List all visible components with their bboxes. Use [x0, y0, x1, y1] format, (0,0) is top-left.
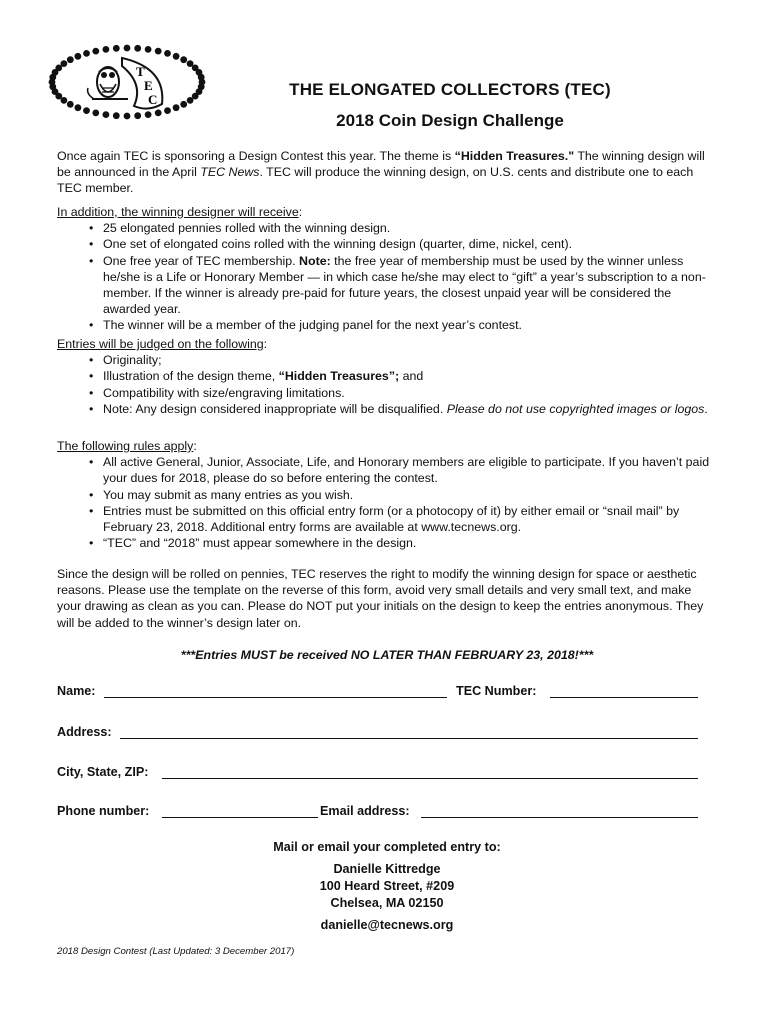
judging-heading: Entries will be judged on the following	[57, 337, 264, 351]
logo-dot	[75, 53, 82, 60]
list-item: • Entries must be submitted on this official entry form (or a photocopy of it) by either email or “snail mail” by February 23, 2018. Additional entry forms are available at www.tecnews.org.	[103, 503, 717, 535]
footer-note: 2018 Design Contest (Last Updated: 3 December 2017)	[57, 946, 295, 957]
logo-dot	[134, 45, 141, 52]
intro-paragraph: Once again TEC is sponsoring a Design Contest this year. The theme is “Hidden Treasures." The winning design will be announced in the April TEC News. TEC will produce the winning design, on U.S. cents and distribute one to each TEC member.	[57, 149, 705, 196]
logo-dot	[145, 111, 152, 118]
list-item: • “TEC” and “2018” must appear somewhere in the design.	[103, 535, 717, 551]
logo-dot	[180, 101, 187, 108]
mail-heading: Mail or email your completed entry to:	[273, 840, 501, 854]
list-item: • The winner will be a member of the judging panel for the next year’s contest.	[103, 317, 717, 333]
phone-label: Phone number:	[57, 804, 150, 818]
logo-dot	[67, 56, 74, 63]
logo-dot	[164, 50, 171, 57]
email-label: Email address:	[320, 804, 410, 818]
city-state-zip-label: City, State, ZIP:	[57, 765, 149, 779]
publication-name: TEC News	[200, 165, 260, 180]
prizes-section: In addition, the winning designer will receive: • 25 elongated pennies rolled with the winning design. • One set of elongated coins rolled with the winning design (quarter, dime, nickel, cent). • One free year of TEC membership. Note: the free year of membership must be used by the winner unless he/she is a Life or Honorary Member — in which case he/she may elect to “gift” a year’s subscription to a non-member. If the winner is already pre-paid for future years, the closest unpaid year will be considered the awarded year. • The winner will be a member of the judging panel for the next year’s contest.	[57, 204, 717, 334]
mail-city: Chelsea, MA 02150	[330, 896, 444, 910]
logo-dot	[145, 46, 152, 53]
mail-email: danielle@tecnews.org	[320, 918, 454, 932]
logo-dot	[164, 107, 171, 114]
logo-dot	[92, 110, 99, 117]
logo-dot	[134, 112, 141, 119]
mail-street: 100 Heard Street, #209	[319, 879, 455, 893]
logo-dot	[155, 48, 162, 55]
logo-letter-c: C	[148, 92, 158, 107]
logo-dot	[61, 60, 68, 67]
judging-section: Entries will be judged on the following: • Originality; • Illustration of the design theme, “Hidden Treasures”; and • Compatibility with size/engraving limitations. • Note: Any design considered inappropriate will be disqualified. Please do not use copyrighted images or logos.	[57, 336, 717, 417]
list-item: • Compatibility with size/engraving limitations.	[103, 385, 717, 401]
list-item: • One set of elongated coins rolled with the winning design (quarter, dime, nickel, cent).	[103, 236, 717, 252]
phone-field[interactable]	[162, 817, 318, 818]
list-item: • Originality;	[103, 352, 717, 368]
logo-dot	[124, 113, 131, 120]
prizes-heading: In addition, the winning designer will receive	[57, 205, 299, 219]
logo-dot	[173, 104, 180, 111]
email-field[interactable]	[421, 817, 698, 818]
list-item: • 25 elongated pennies rolled with the winning design.	[103, 220, 717, 236]
list-item: • You may submit as many entries as you wish.	[103, 487, 717, 503]
address-field[interactable]	[120, 738, 698, 739]
logo-dot	[67, 101, 74, 108]
logo-dot	[124, 45, 131, 52]
logo-dot	[113, 45, 120, 52]
theme-name: “Hidden Treasures."	[454, 149, 575, 163]
mail-recipient-name: Danielle Kittredge	[333, 862, 441, 876]
city-state-zip-field[interactable]	[162, 778, 698, 779]
page-title: THE ELONGATED COLLECTORS (TEC)	[289, 80, 611, 99]
address-label: Address:	[57, 725, 112, 739]
logo-letter-e: E	[144, 78, 153, 93]
rules-section: The following rules apply: • All active General, Junior, Associate, Life, and Honorary members are eligible to participate. If you haven’t paid your dues for 2018, please do so before entering the contest. • You may submit as many entries as you wish. • Entries must be submitted on this official entry form (or a photocopy of it) by either email or “snail mail” by February 23, 2018. Additional entry forms are available at www.tecnews.org. • “TEC” and “2018” must appear somewhere in the design.	[57, 438, 717, 551]
list-item: • Illustration of the design theme, “Hidden Treasures”; and	[103, 368, 717, 384]
list-item: • One free year of TEC membership. Note: the free year of membership must be used by the winner unless he/she is a Life or Honorary Member — in which case he/she may elect to “gift” a year’s subscription to a non-member. If the winner is already pre-paid for future years, the closest unpaid year will be considered the awarded year.	[103, 253, 717, 318]
deadline-notice: ***Entries MUST be received NO LATER THAN FEBRUARY 23, 2018!***	[180, 648, 594, 662]
logo-dot	[187, 97, 194, 104]
logo-dot	[75, 104, 82, 111]
tec-logo	[48, 44, 206, 120]
owl-icon	[88, 67, 128, 99]
name-label: Name:	[57, 684, 96, 698]
logo-dot	[155, 110, 162, 117]
logo-dot	[103, 46, 110, 53]
logo-dot-ring	[49, 45, 206, 120]
name-field[interactable]	[104, 697, 447, 698]
tec-number-label: TEC Number:	[456, 684, 537, 698]
logo-dot	[83, 107, 90, 114]
logo-dot	[83, 50, 90, 57]
logo-dot	[173, 53, 180, 60]
rules-heading: The following rules apply	[57, 439, 194, 453]
logo-dot	[92, 48, 99, 55]
logo-dot	[113, 112, 120, 119]
list-item: • All active General, Junior, Associate, Life, and Honorary members are eligible to participate. If you haven’t paid your dues for 2018, please do so before entering the contest.	[103, 454, 717, 486]
logo-dot	[180, 56, 187, 63]
list-item: • Note: Any design considered inappropriate will be disqualified. Please do not use copyrighted images or logos.	[103, 401, 717, 417]
logo-letter-t: T	[136, 64, 145, 79]
logo-dot	[103, 111, 110, 118]
tec-number-field[interactable]	[550, 697, 698, 698]
page-subtitle: 2018 Coin Design Challenge	[336, 111, 564, 130]
closing-paragraph: Since the design will be rolled on pennies, TEC reserves the right to modify the winning design for space or aesthetic reasons. Please use the template on the reverse of this form, avoid very small details and very small text, and make your drawing as clean as you can. Please do NOT put your initials on the design to keep the entries anonymous. They will be added to the winner’s design later on.	[57, 567, 704, 630]
